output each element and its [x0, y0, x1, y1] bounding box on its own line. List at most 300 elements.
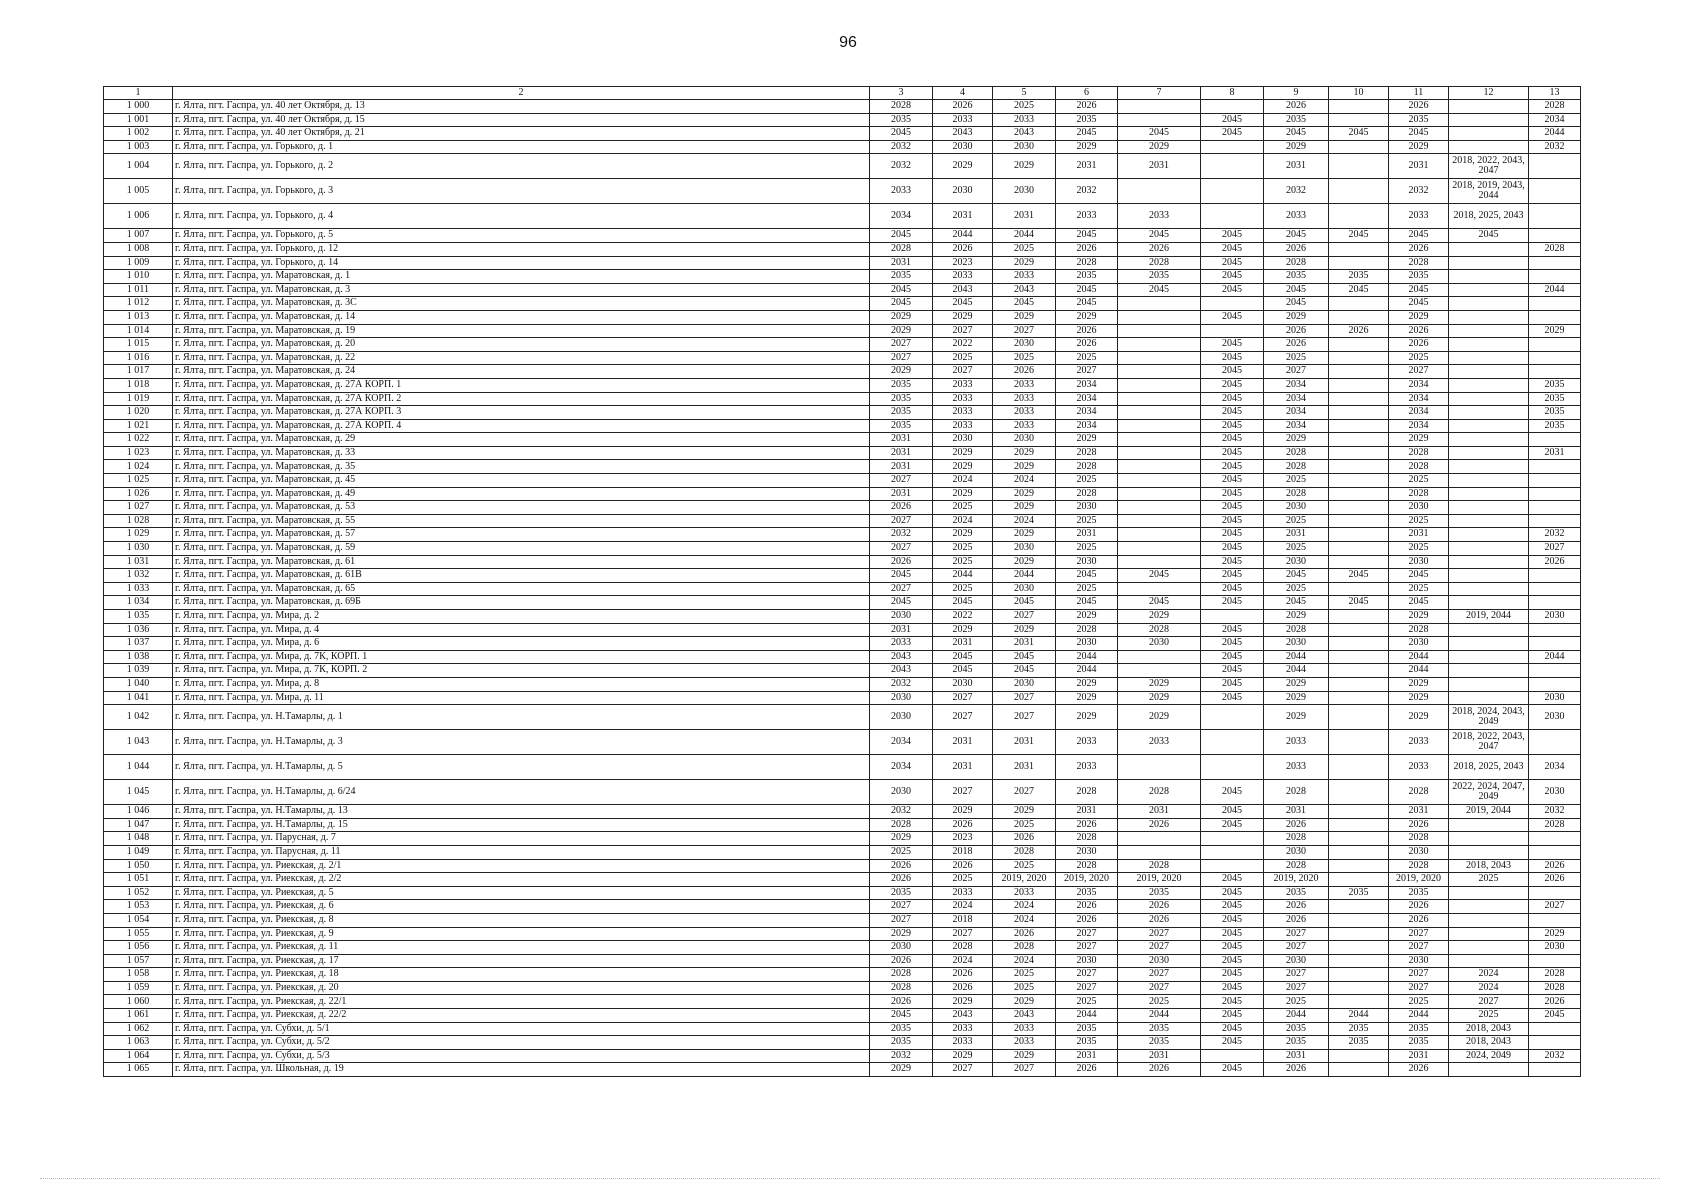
- year-cell: [1449, 351, 1529, 365]
- year-cell: 2035: [1329, 886, 1389, 900]
- year-cell: [1449, 1063, 1529, 1077]
- table-row: [104, 818, 1581, 832]
- year-cell: [1329, 113, 1389, 127]
- address-cell: г. Ялта, пгт. Гаспра, ул. Мира, д. 11: [173, 691, 870, 705]
- row-number-cell: 1 045: [104, 780, 173, 805]
- year-cell: 2027: [1056, 968, 1118, 982]
- table-row: [104, 691, 1581, 705]
- year-cell: 2033: [993, 113, 1056, 127]
- year-cell: 2027: [1118, 981, 1201, 995]
- year-cell: 2044: [1389, 664, 1449, 678]
- year-cell: 2027: [993, 780, 1056, 805]
- year-cell: 2029: [993, 487, 1056, 501]
- year-cell: 2031: [1056, 805, 1118, 819]
- year-cell: 2024: [933, 900, 993, 914]
- year-cell: [1329, 555, 1389, 569]
- year-cell: [1449, 297, 1529, 311]
- year-cell: 2044: [933, 569, 993, 583]
- year-cell: 2027: [1389, 941, 1449, 955]
- row-number-cell: 1 038: [104, 650, 173, 664]
- year-cell: [1118, 297, 1201, 311]
- year-cell: [1529, 501, 1581, 515]
- year-cell: 2025: [1118, 995, 1201, 1009]
- year-cell: 2032: [870, 677, 933, 691]
- year-cell: 2023: [933, 256, 993, 270]
- year-cell: [1449, 474, 1529, 488]
- year-cell: 2045: [1201, 780, 1264, 805]
- year-cell: [1329, 378, 1389, 392]
- year-cell: 2025: [1389, 995, 1449, 1009]
- year-cell: [1529, 270, 1581, 284]
- year-cell: [1201, 610, 1264, 624]
- year-cell: 2033: [870, 179, 933, 204]
- year-cell: 2028: [933, 941, 993, 955]
- year-cell: 2029: [1264, 691, 1329, 705]
- column-header-3: 3: [870, 87, 933, 100]
- year-cell: 2027: [1118, 968, 1201, 982]
- table-row: [104, 637, 1581, 651]
- year-cell: 2045: [1449, 229, 1529, 243]
- year-cell: [1529, 832, 1581, 846]
- row-number-cell: 1 006: [104, 204, 173, 229]
- address-cell: г. Ялта, пгт. Гаспра, ул. Маратовская, д. 19: [173, 324, 870, 338]
- year-cell: 2031: [1389, 1049, 1449, 1063]
- year-cell: 2043: [870, 650, 933, 664]
- table-row: [104, 730, 1581, 755]
- year-cell: 2026: [1118, 913, 1201, 927]
- year-cell: 2033: [993, 419, 1056, 433]
- year-cell: 2026: [1056, 100, 1118, 114]
- row-number-cell: 1 011: [104, 283, 173, 297]
- address-cell: г. Ялта, пгт. Гаспра, ул. Риекская, д. 17: [173, 954, 870, 968]
- table-row: [104, 324, 1581, 338]
- year-cell: 2031: [1264, 805, 1329, 819]
- year-cell: 2028: [1118, 623, 1201, 637]
- year-cell: 2030: [1264, 845, 1329, 859]
- year-cell: 2035: [870, 392, 933, 406]
- year-cell: 2029: [1529, 927, 1581, 941]
- year-cell: 2035: [1056, 113, 1118, 127]
- address-cell: г. Ялта, пгт. Гаспра, ул. Маратовская, д. 27А КОРП. 2: [173, 392, 870, 406]
- row-number-cell: 1 026: [104, 487, 173, 501]
- year-cell: 2027: [870, 913, 933, 927]
- row-number-cell: 1 005: [104, 179, 173, 204]
- year-cell: [1118, 113, 1201, 127]
- year-cell: [1449, 460, 1529, 474]
- year-cell: 2034: [1264, 392, 1329, 406]
- year-cell: 2045: [1201, 886, 1264, 900]
- year-cell: 2030: [870, 941, 933, 955]
- year-cell: 2025: [933, 555, 993, 569]
- year-cell: 2033: [933, 1022, 993, 1036]
- year-cell: [1201, 324, 1264, 338]
- year-cell: 2045: [1201, 1063, 1264, 1077]
- year-cell: 2018, 2025, 2043: [1449, 204, 1529, 229]
- year-cell: 2045: [1264, 127, 1329, 141]
- year-cell: 2028: [1264, 446, 1329, 460]
- year-cell: 2045: [1201, 1022, 1264, 1036]
- row-number-cell: 1 032: [104, 569, 173, 583]
- year-cell: 2026: [1056, 818, 1118, 832]
- year-cell: 2035: [870, 419, 933, 433]
- year-cell: 2045: [1201, 650, 1264, 664]
- year-cell: [1529, 179, 1581, 204]
- year-cell: 2045: [1201, 433, 1264, 447]
- address-cell: г. Ялта, пгт. Гаспра, ул. Парусная, д. 11: [173, 845, 870, 859]
- year-cell: 2025: [1056, 995, 1118, 1009]
- column-header-12: 12: [1449, 87, 1529, 100]
- year-cell: 2027: [1529, 900, 1581, 914]
- year-cell: 2029: [933, 460, 993, 474]
- table-row: [104, 805, 1581, 819]
- table-row: [104, 555, 1581, 569]
- year-cell: 2027: [993, 691, 1056, 705]
- year-cell: [1449, 419, 1529, 433]
- row-number-cell: 1 033: [104, 582, 173, 596]
- year-cell: 2033: [1056, 204, 1118, 229]
- year-cell: 2031: [870, 487, 933, 501]
- year-cell: 2045: [1201, 256, 1264, 270]
- year-cell: 2045: [1201, 927, 1264, 941]
- year-cell: 2045: [1201, 555, 1264, 569]
- year-cell: 2033: [1389, 755, 1449, 780]
- year-cell: [1449, 338, 1529, 352]
- row-number-cell: 1 044: [104, 755, 173, 780]
- year-cell: [1529, 596, 1581, 610]
- year-cell: 2032: [1529, 528, 1581, 542]
- row-number-cell: 1 022: [104, 433, 173, 447]
- year-cell: 2031: [870, 460, 933, 474]
- address-cell: г. Ялта, пгт. Гаспра, ул. Субхи, д. 5/3: [173, 1049, 870, 1063]
- year-cell: 2026: [1389, 324, 1449, 338]
- year-cell: 2031: [993, 755, 1056, 780]
- year-cell: 2023: [933, 832, 993, 846]
- year-cell: 2045: [933, 596, 993, 610]
- year-cell: [1329, 446, 1389, 460]
- year-cell: [1118, 845, 1201, 859]
- address-cell: г. Ялта, пгт. Гаспра, ул. Горького, д. 14: [173, 256, 870, 270]
- year-cell: 2045: [1329, 229, 1389, 243]
- year-cell: 2045: [1329, 569, 1389, 583]
- year-cell: [1329, 927, 1389, 941]
- year-cell: 2027: [1449, 995, 1529, 1009]
- address-cell: г. Ялта, пгт. Гаспра, ул. Маратовская, д. 55: [173, 514, 870, 528]
- year-cell: 2044: [1529, 283, 1581, 297]
- year-cell: 2030: [1389, 954, 1449, 968]
- year-cell: 2033: [933, 270, 993, 284]
- year-cell: 2035: [870, 378, 933, 392]
- year-cell: 2018, 2025, 2043: [1449, 755, 1529, 780]
- year-cell: 2045: [1264, 229, 1329, 243]
- year-cell: 2030: [1529, 780, 1581, 805]
- year-cell: 2030: [1389, 555, 1449, 569]
- row-number-cell: 1 004: [104, 154, 173, 179]
- year-cell: [1529, 569, 1581, 583]
- year-cell: [1118, 406, 1201, 420]
- address-cell: г. Ялта, пгт. Гаспра, ул. Риекская, д. 22/1: [173, 995, 870, 1009]
- row-number-cell: 1 037: [104, 637, 173, 651]
- table-row: [104, 705, 1581, 730]
- year-cell: 2035: [1529, 419, 1581, 433]
- year-cell: [1329, 623, 1389, 637]
- year-cell: [1329, 433, 1389, 447]
- year-cell: [1529, 204, 1581, 229]
- year-cell: 2035: [1329, 1036, 1389, 1050]
- year-cell: 2024: [993, 954, 1056, 968]
- year-cell: 2029: [870, 310, 933, 324]
- row-number-cell: 1 008: [104, 242, 173, 256]
- table-row: [104, 419, 1581, 433]
- year-cell: 2024, 2049: [1449, 1049, 1529, 1063]
- year-cell: 2035: [1118, 270, 1201, 284]
- year-cell: 2025: [993, 351, 1056, 365]
- year-cell: [1118, 832, 1201, 846]
- row-number-cell: 1 048: [104, 832, 173, 846]
- year-cell: [1329, 859, 1389, 873]
- year-cell: [1118, 100, 1201, 114]
- year-cell: 2031: [933, 730, 993, 755]
- year-cell: 2029: [1264, 310, 1329, 324]
- year-cell: [1329, 310, 1389, 324]
- row-number-cell: 1 055: [104, 927, 173, 941]
- year-cell: 2027: [1264, 365, 1329, 379]
- year-cell: [1449, 954, 1529, 968]
- year-cell: [1529, 365, 1581, 379]
- year-cell: 2026: [933, 981, 993, 995]
- year-cell: [1329, 242, 1389, 256]
- address-cell: г. Ялта, пгт. Гаспра, ул. Риекская, д. 8: [173, 913, 870, 927]
- year-cell: 2029: [933, 528, 993, 542]
- year-cell: 2025: [933, 542, 993, 556]
- table-row: [104, 954, 1581, 968]
- year-cell: 2045: [1201, 818, 1264, 832]
- row-number-cell: 1 010: [104, 270, 173, 284]
- address-cell: г. Ялта, пгт. Гаспра, ул. Н.Тамарлы, д. 6/24: [173, 780, 870, 805]
- address-cell: г. Ялта, пгт. Гаспра, ул. Горького, д. 2: [173, 154, 870, 179]
- year-cell: [1449, 927, 1529, 941]
- year-cell: 2031: [1264, 1049, 1329, 1063]
- year-cell: 2024: [993, 514, 1056, 528]
- year-cell: 2028: [1264, 623, 1329, 637]
- year-cell: 2025: [1389, 514, 1449, 528]
- year-cell: 2025: [1449, 1009, 1529, 1023]
- year-cell: 2035: [1329, 270, 1389, 284]
- year-cell: 2018, 2043: [1449, 1022, 1529, 1036]
- year-cell: 2045: [1389, 283, 1449, 297]
- year-cell: 2032: [870, 154, 933, 179]
- column-header-4: 4: [933, 87, 993, 100]
- table-row: [104, 610, 1581, 624]
- year-cell: 2030: [993, 433, 1056, 447]
- year-cell: 2028: [1529, 242, 1581, 256]
- year-cell: 2025: [933, 351, 993, 365]
- year-cell: 2027: [870, 542, 933, 556]
- year-cell: 2045: [1389, 127, 1449, 141]
- year-cell: [1449, 941, 1529, 955]
- year-cell: 2043: [933, 1009, 993, 1023]
- year-cell: 2031: [870, 623, 933, 637]
- year-cell: 2025: [1449, 873, 1529, 887]
- year-cell: 2026: [1529, 873, 1581, 887]
- table-row: [104, 256, 1581, 270]
- year-cell: 2022: [933, 610, 993, 624]
- year-cell: 2029: [933, 446, 993, 460]
- year-cell: 2027: [1389, 365, 1449, 379]
- year-cell: 2030: [933, 179, 993, 204]
- year-cell: [1529, 623, 1581, 637]
- year-cell: [1329, 650, 1389, 664]
- year-cell: 2045: [1201, 677, 1264, 691]
- year-cell: 2028: [870, 242, 933, 256]
- year-cell: 2027: [933, 927, 993, 941]
- year-cell: 2034: [1389, 419, 1449, 433]
- column-header-1: 1: [104, 87, 173, 100]
- year-cell: 2045: [1201, 913, 1264, 927]
- year-cell: 2029: [993, 995, 1056, 1009]
- year-cell: [1449, 569, 1529, 583]
- table-row: [104, 351, 1581, 365]
- year-cell: 2045: [1201, 528, 1264, 542]
- table-row: [104, 1022, 1581, 1036]
- year-cell: [1529, 913, 1581, 927]
- address-cell: г. Ялта, пгт. Гаспра, ул. Горького, д. 4: [173, 204, 870, 229]
- row-number-cell: 1 059: [104, 981, 173, 995]
- year-cell: 2035: [870, 1036, 933, 1050]
- year-cell: 2027: [993, 610, 1056, 624]
- year-cell: 2029: [1118, 705, 1201, 730]
- year-cell: [1449, 913, 1529, 927]
- year-cell: 2018, 2019, 2043, 2044: [1449, 179, 1529, 204]
- year-cell: [1329, 995, 1389, 1009]
- year-cell: 2028: [1056, 859, 1118, 873]
- year-cell: 2031: [1056, 528, 1118, 542]
- year-cell: 2033: [1389, 730, 1449, 755]
- year-cell: 2035: [1264, 113, 1329, 127]
- year-cell: 2027: [1389, 968, 1449, 982]
- year-cell: [1329, 845, 1389, 859]
- column-header-11: 11: [1389, 87, 1449, 100]
- year-cell: 2025: [933, 582, 993, 596]
- year-cell: [1529, 460, 1581, 474]
- year-cell: [1449, 501, 1529, 515]
- year-cell: [1118, 419, 1201, 433]
- year-cell: 2045: [1201, 941, 1264, 955]
- table-row: [104, 127, 1581, 141]
- year-cell: [1449, 324, 1529, 338]
- year-cell: 2030: [870, 691, 933, 705]
- year-cell: 2019, 2044: [1449, 805, 1529, 819]
- year-cell: 2030: [1529, 941, 1581, 955]
- year-cell: [1449, 555, 1529, 569]
- year-cell: 2035: [1264, 1022, 1329, 1036]
- year-cell: 2035: [1118, 1036, 1201, 1050]
- year-cell: 2028: [1056, 832, 1118, 846]
- year-cell: 2034: [1056, 406, 1118, 420]
- row-number-cell: 1 020: [104, 406, 173, 420]
- address-cell: г. Ялта, пгт. Гаспра, ул. Риекская, д. 5: [173, 886, 870, 900]
- table-row: [104, 140, 1581, 154]
- year-cell: 2027: [1056, 927, 1118, 941]
- year-cell: 2029: [993, 555, 1056, 569]
- page-number: 96: [839, 34, 857, 51]
- footer-scan-line: [40, 1178, 1660, 1179]
- year-cell: 2031: [1118, 805, 1201, 819]
- table-row: [104, 460, 1581, 474]
- year-cell: 2030: [1056, 637, 1118, 651]
- year-cell: 2029: [993, 1049, 1056, 1063]
- year-cell: 2027: [1118, 941, 1201, 955]
- year-cell: [1449, 542, 1529, 556]
- year-cell: 2026: [1389, 242, 1449, 256]
- year-cell: 2029: [1056, 433, 1118, 447]
- column-header-2: 2: [173, 87, 870, 100]
- address-cell: г. Ялта, пгт. Гаспра, ул. Маратовская, д. 61: [173, 555, 870, 569]
- year-cell: 2045: [1201, 460, 1264, 474]
- year-cell: 2027: [870, 351, 933, 365]
- table-row: [104, 981, 1581, 995]
- year-cell: 2045: [1201, 270, 1264, 284]
- year-cell: [1329, 365, 1389, 379]
- year-cell: 2029: [993, 805, 1056, 819]
- year-cell: 2028: [870, 981, 933, 995]
- address-cell: г. Ялта, пгт. Гаспра, ул. Школьная, д. 19: [173, 1063, 870, 1077]
- year-cell: 2019, 2020: [1264, 873, 1329, 887]
- address-cell: г. Ялта, пгт. Гаспра, ул. Субхи, д. 5/2: [173, 1036, 870, 1050]
- address-cell: г. Ялта, пгт. Гаспра, ул. Мира, д. 7К, КОРП. 2: [173, 664, 870, 678]
- year-cell: [1529, 256, 1581, 270]
- year-cell: 2035: [1264, 886, 1329, 900]
- year-cell: [1449, 256, 1529, 270]
- year-cell: 2026: [933, 242, 993, 256]
- year-cell: 2018, 2043: [1449, 859, 1529, 873]
- address-cell: г. Ялта, пгт. Гаспра, ул. Горького, д. 1: [173, 140, 870, 154]
- year-cell: 2031: [1264, 528, 1329, 542]
- year-cell: 2031: [1056, 154, 1118, 179]
- year-cell: [1529, 487, 1581, 501]
- year-cell: [1329, 474, 1389, 488]
- row-number-cell: 1 009: [104, 256, 173, 270]
- year-cell: [1201, 297, 1264, 311]
- year-cell: 2044: [933, 229, 993, 243]
- year-cell: 2045: [1201, 283, 1264, 297]
- year-cell: 2033: [933, 419, 993, 433]
- year-cell: 2029: [1118, 677, 1201, 691]
- year-cell: 2026: [1056, 913, 1118, 927]
- table-body: [104, 100, 1581, 1077]
- year-cell: 2028: [1264, 832, 1329, 846]
- year-cell: 2026: [1389, 100, 1449, 114]
- year-cell: 2025: [1264, 514, 1329, 528]
- year-cell: [1118, 555, 1201, 569]
- year-cell: 2045: [993, 297, 1056, 311]
- column-header-9: 9: [1264, 87, 1329, 100]
- address-cell: г. Ялта, пгт. Гаспра, ул. Н.Тамарлы, д. 13: [173, 805, 870, 819]
- year-cell: 2030: [1264, 954, 1329, 968]
- year-cell: 2026: [1118, 818, 1201, 832]
- year-cell: 2033: [870, 637, 933, 651]
- year-cell: 2029: [1264, 140, 1329, 154]
- address-cell: г. Ялта, пгт. Гаспра, ул. Риекская, д. 2/2: [173, 873, 870, 887]
- row-number-cell: 1 013: [104, 310, 173, 324]
- year-cell: 2030: [993, 179, 1056, 204]
- year-cell: 2033: [1118, 730, 1201, 755]
- year-cell: 2026: [1056, 242, 1118, 256]
- address-cell: г. Ялта, пгт. Гаспра, ул. Мира, д. 4: [173, 623, 870, 637]
- year-cell: 2043: [933, 283, 993, 297]
- year-cell: 2045: [1201, 229, 1264, 243]
- year-cell: 2032: [1056, 179, 1118, 204]
- year-cell: 2032: [1529, 1049, 1581, 1063]
